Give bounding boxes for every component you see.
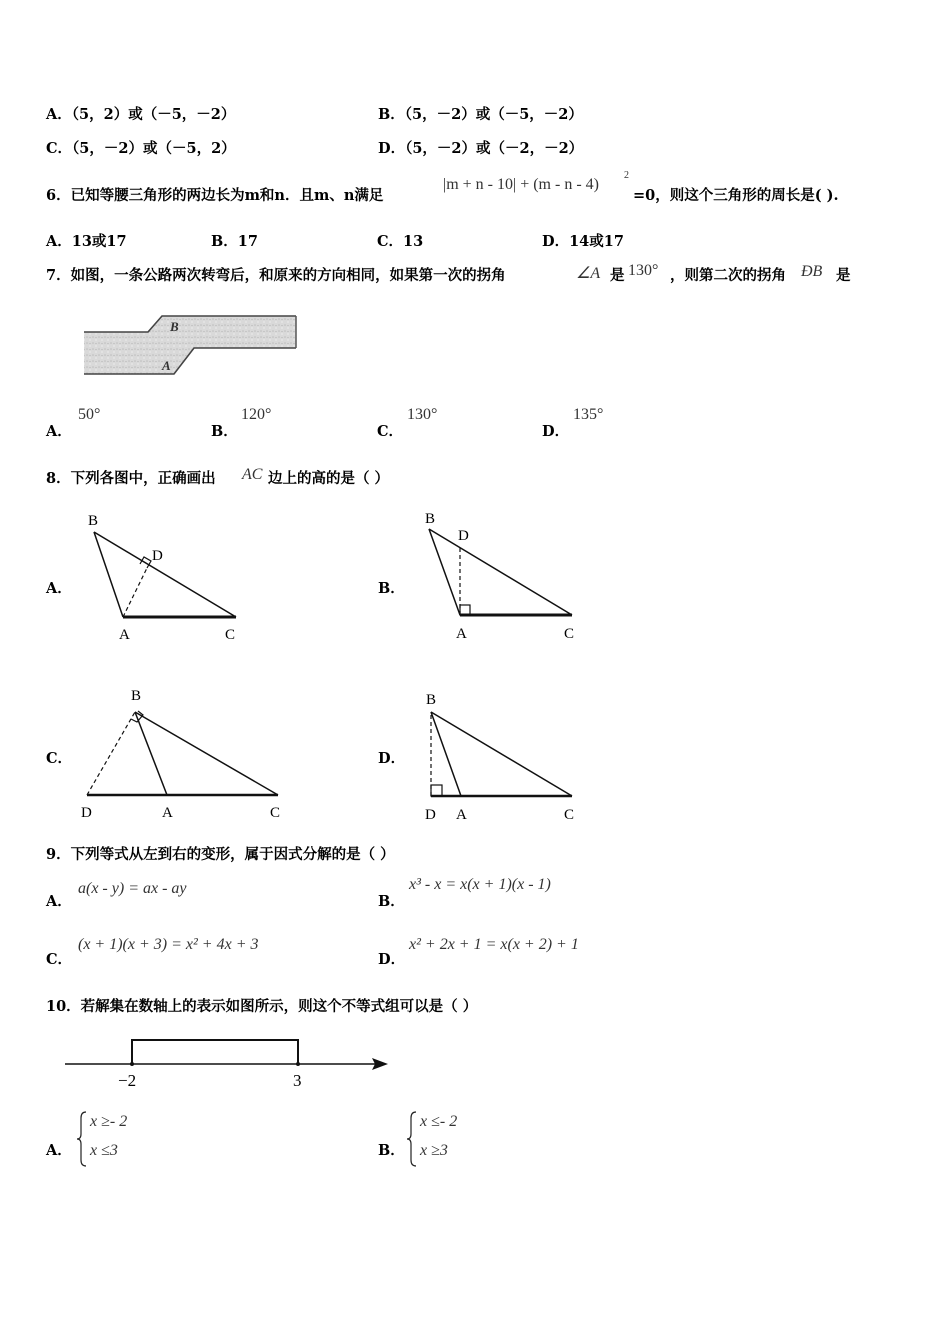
tick-right: 3 [293,1071,302,1090]
q7-option-d-value: 135° [573,406,604,423]
q7-option-b-label: B． [211,423,238,440]
point-a: A [119,627,130,643]
q6-exponent: 2 [624,170,629,181]
q8-figure-a [80,505,260,650]
point-right [296,1062,300,1066]
q7-is: 是 [610,267,625,284]
q6-option-a: A．13或17 [46,233,127,250]
q7-option-b-value: 120° [241,406,272,423]
q7-option-a-label: A． [46,423,72,440]
point-b: B [425,511,436,527]
q10-option-a-label: A． [46,1142,72,1159]
road-label-a: A [162,358,171,373]
brace-icon [406,1110,418,1168]
brace-icon [76,1110,88,1168]
q7-option-c-value: 130° [407,406,438,423]
q8-stem-1: 8．下列各图中，正确画出 [46,470,216,487]
q9-option-b-label: B． [378,893,405,910]
q8-ac: AC [242,466,263,483]
q8-option-c-label: C． [46,750,73,767]
point-b: B [88,513,99,529]
q9-option-a-label: A． [46,893,72,910]
point-d: D [152,548,163,564]
point-c: C [564,626,575,642]
q8-option-d-label: D． [378,750,406,767]
q9-option-d-expr: x² + 2x + 1 = x(x + 2) + 1 [409,936,579,953]
q6-option-c: C．13 [377,233,424,250]
q10-stem: 10．若解集在数轴上的表示如图所示，则这个不等式组可以是（ ） [46,998,478,1015]
q10-option-a-line2: x ≤3 [90,1142,118,1159]
road-surface [84,316,296,374]
q7-tail: 是 [836,267,851,284]
q8-figure-b [415,505,595,650]
q9-option-c-expr: (x + 1)(x + 3) = x² + 4x + 3 [78,936,259,953]
q7-option-c-label: C． [377,423,404,440]
point-c: C [564,807,575,823]
q10-option-b-line1: x ≤- 2 [420,1113,458,1130]
point-left [130,1062,134,1066]
q6-formula: |m + n - 10| + (m - n - 4) [443,176,599,193]
point-d: D [425,807,436,823]
point-c: C [225,627,236,643]
q6-option-b: B．17 [211,233,258,250]
option-label: A． [46,106,72,123]
option-text: （5，－2）或（－5，－2） [404,106,583,123]
point-c: C [270,805,281,821]
q5-option-c [46,137,236,158]
point-a: A [162,805,173,821]
q5-option-b [378,103,583,124]
q10-option-a-line1: x ≥- 2 [90,1113,128,1130]
q9-option-a-expr: a(x - y) = ax - ay [78,880,187,897]
q7-angle-b: ÐB [801,263,823,280]
q8-figure-c [75,682,290,827]
point-b: B [426,692,437,708]
q7-angle-a: ∠A [576,265,601,282]
q7-option-a-value: 50° [78,406,101,423]
option-text: （5，－2）或（－5，2） [72,140,236,157]
option-text: （5，－2）或（－2，－2） [405,140,584,157]
q6-option-d: D．14或17 [542,233,624,250]
option-label: B． [378,106,405,123]
point-b: B [131,688,142,704]
q6-tail: =0，则这个三角形的周长是( ). [633,187,839,204]
tick-left: −2 [118,1071,137,1090]
road-label-b: B [170,319,179,334]
q8-stem-2: 边上的高的是（ ） [268,470,390,487]
q10-option-b-label: B． [378,1142,405,1159]
point-a: A [456,807,467,823]
point-d: D [81,805,92,821]
q5-option-a [46,103,235,124]
number-line [60,1030,395,1092]
q7-stem-1: 7．如图，一条公路两次转弯后，和原来的方向相同，如果第一次的拐角 [46,267,506,284]
point-a: A [456,626,467,642]
option-label: C． [46,140,73,157]
q8-option-b-label: B． [378,580,405,597]
solution-bracket [132,1040,298,1064]
road-figure [80,312,300,382]
q9-option-c-label: C． [46,951,73,968]
q10-option-b-line2: x ≥3 [420,1142,448,1159]
q9-option-b-expr: x³ - x = x(x + 1)(x - 1) [409,876,551,893]
q9-option-d-label: D． [378,951,406,968]
q7-option-d-label: D． [542,423,570,440]
option-text: （5，2）或（－5，－2） [71,106,236,123]
q6-stem: 6．已知等腰三角形的两边长为m和n．且m、n满足 [46,187,384,204]
q8-figure-d [415,682,595,827]
q9-stem: 9．下列等式从左到右的变形，属于因式分解的是（ ） [46,846,395,863]
option-label: D． [378,140,406,157]
q8-option-a-label: A． [46,580,72,597]
q7-stem-2: ，则第二次的拐角 [670,267,786,284]
q7-value: 130° [628,262,659,279]
q5-option-d [378,137,583,158]
point-d: D [458,528,469,544]
